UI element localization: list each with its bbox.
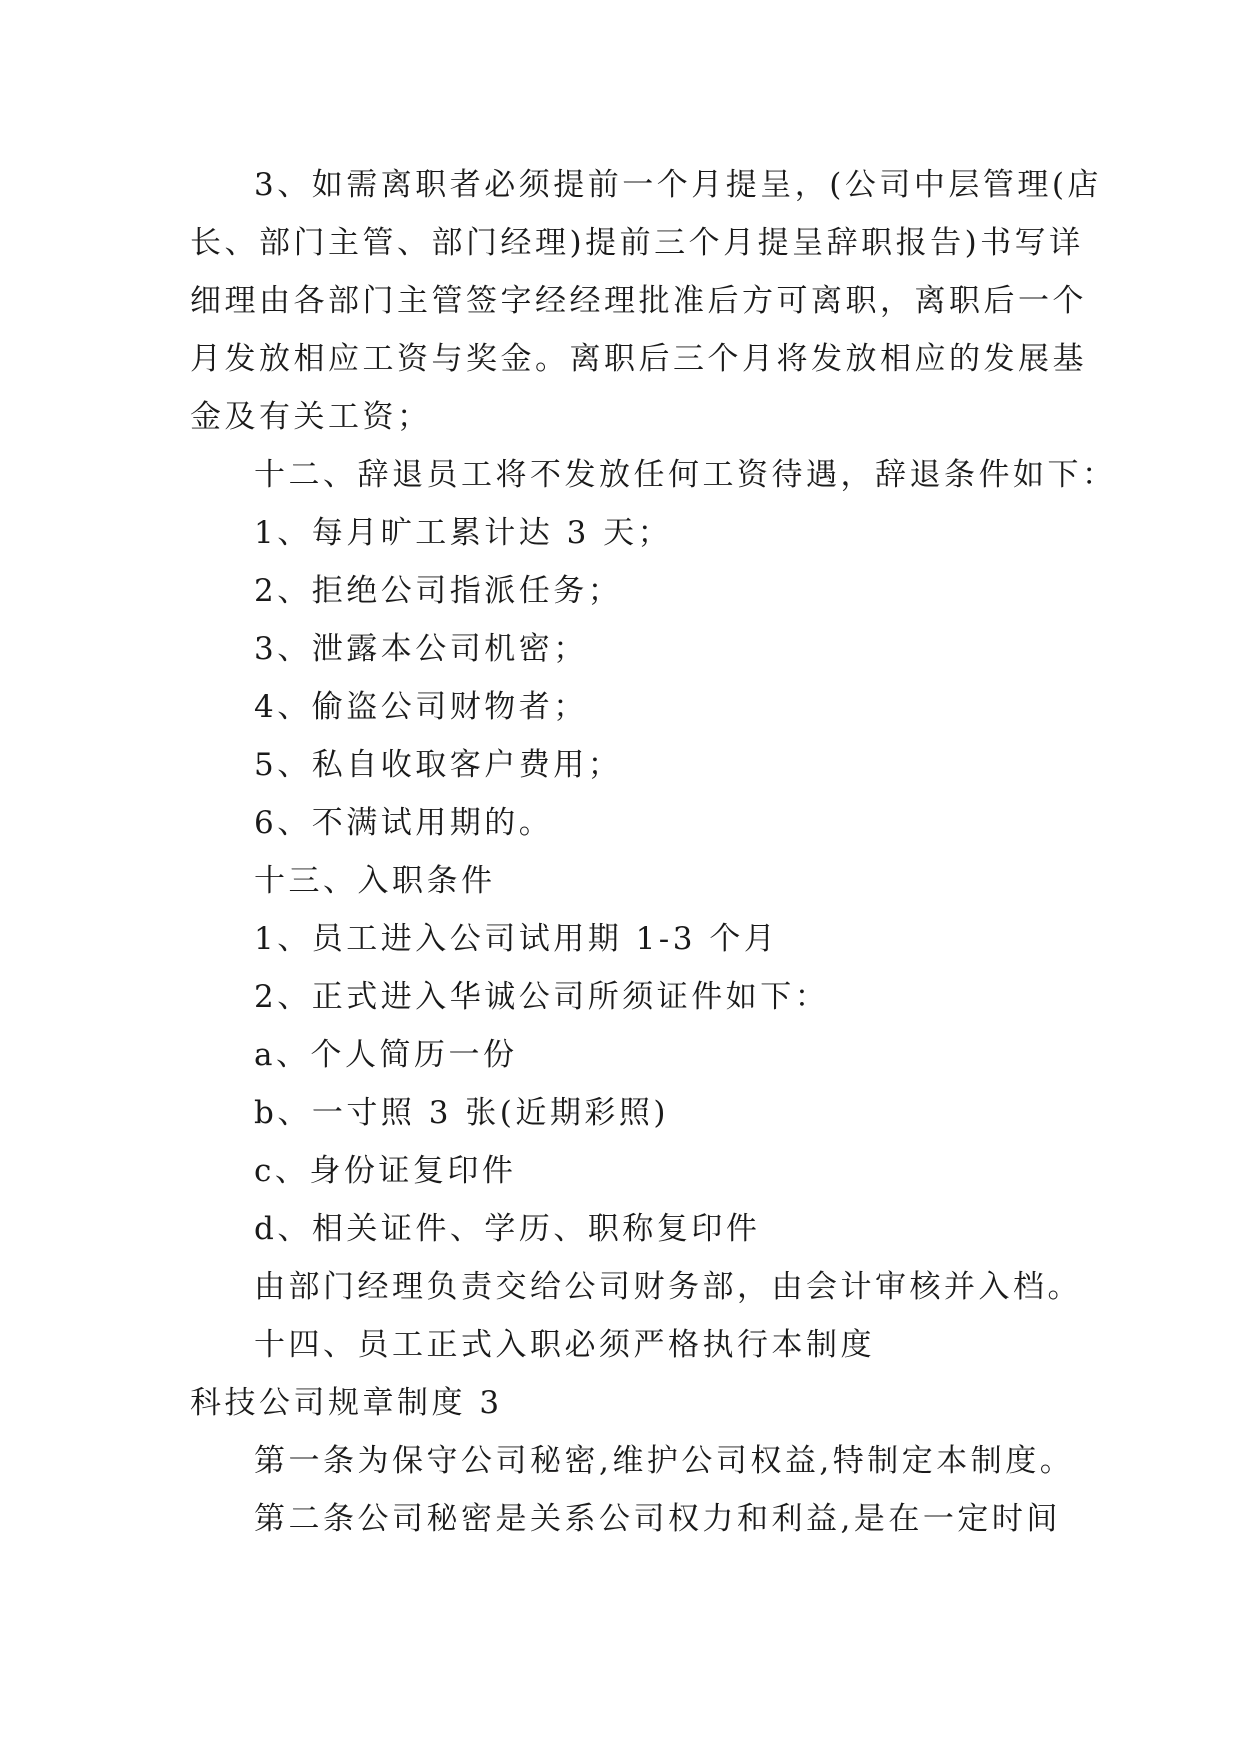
paragraph-line: 由部门经理负责交给公司财务部，由会计审核并入档。 <box>254 1269 1082 1305</box>
document-title: 科技公司规章制度 3 <box>190 1385 503 1421</box>
list-item: d、相关证件、学历、职称复印件 <box>254 1211 761 1247</box>
paragraph-line: 细理由各部门主管签字经经理批准后方可离职，离职后一个 <box>190 283 1087 319</box>
section-heading-line: 十三、入职条件 <box>254 863 496 899</box>
list-item: 2、正式进入华诚公司所须证件如下： <box>254 979 830 1015</box>
list-item: 5、私自收取客户费用； <box>254 747 623 783</box>
list-item: a、个人简历一份 <box>254 1037 518 1073</box>
paragraph-line: 月发放相应工资与奖金。离职后三个月将发放相应的发展基 <box>190 341 1087 377</box>
list-item: 1、每月旷工累计达 3 天； <box>254 515 673 551</box>
list-item: 2、拒绝公司指派任务； <box>254 573 623 609</box>
document-body <box>190 156 1117 1548</box>
list-item: 4、偷盗公司财物者； <box>254 689 588 725</box>
list-item: c、身份证复印件 <box>254 1153 517 1189</box>
paragraph-line: 3、如需离职者必须提前一个月提呈，(公司中层管理(店 <box>254 167 1102 203</box>
list-item: 1、员工进入公司试用期 1-3 个月 <box>254 921 779 957</box>
section-heading-line: 十四、员工正式入职必须严格执行本制度 <box>254 1327 875 1363</box>
article-line: 第二条公司秘密是关系公司权力和利益,是在一定时间 <box>254 1501 1061 1537</box>
article-line: 第一条为保守公司秘密,维护公司权益,特制定本制度。 <box>254 1443 1075 1479</box>
list-item: b、一寸照 3 张(近期彩照) <box>254 1095 669 1131</box>
list-item: 6、不满试用期的。 <box>254 805 554 841</box>
paragraph-line: 长、部门主管、部门经理)提前三个月提呈辞职报告)书写详 <box>190 225 1084 261</box>
section-heading-line: 十二、辞退员工将不发放任何工资待遇，辞退条件如下： <box>254 457 1117 493</box>
paragraph-line: 金及有关工资； <box>190 399 432 435</box>
list-item: 3、泄露本公司机密； <box>254 631 588 667</box>
